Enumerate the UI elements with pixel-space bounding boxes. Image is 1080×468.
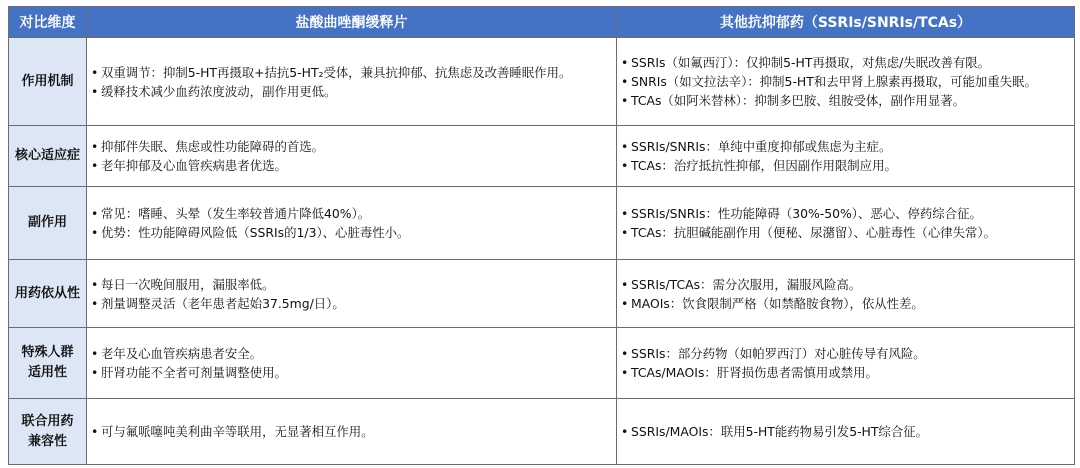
bullet-icon: • xyxy=(621,93,629,108)
bullet-icon: • xyxy=(621,158,629,173)
bullet-item xyxy=(621,91,1070,110)
bullet-text: 肝肾功能不全者可剂量调整使用。 xyxy=(101,365,287,380)
bullet-item xyxy=(91,204,612,223)
bullet-text: SSRIs/TCAs：需分次服用，漏服风险高。 xyxy=(631,276,862,292)
row-dimension-label xyxy=(9,399,87,465)
dimension-label-line: 适用性 xyxy=(27,365,67,380)
bullet-text: 缓释技术减少血药浓度波动，副作用更低。 xyxy=(101,83,337,99)
bullet-icon: • xyxy=(91,206,99,221)
others-cell xyxy=(617,399,1075,465)
bullet-text: TCAs（如阿米替林）：抑制多巴胺、组胺受体，副作用显著。 xyxy=(631,93,965,108)
others-cell xyxy=(617,126,1075,187)
bullet-item xyxy=(91,294,612,313)
bullet-item xyxy=(91,275,612,294)
bullet-text: 抑郁伴失眠、焦虑或性功能障碍的首选。 xyxy=(101,139,325,154)
trazodone-cell xyxy=(87,38,617,126)
table-row xyxy=(9,260,1075,328)
header-other-antidepressants: 其他抗抑郁药（SSRIs/SNRIs/TCAs） xyxy=(617,7,1075,38)
table-row xyxy=(9,38,1075,126)
bullet-item xyxy=(621,363,1070,382)
row-dimension-label xyxy=(9,260,87,328)
bullet-item xyxy=(621,294,1070,313)
bullet-text: MAOIs：饮食限制严格（如禁酪胺食物），依从性差。 xyxy=(631,295,924,311)
comparison-table-container xyxy=(8,6,1074,465)
header-trazodone: 盐酸曲唑酮缓释片 xyxy=(87,7,617,38)
bullet-item xyxy=(91,156,612,175)
bullet-item xyxy=(621,156,1070,175)
dimension-label-line: 用药依从性 xyxy=(14,285,80,301)
bullet-item xyxy=(621,422,1070,441)
bullet-icon: • xyxy=(621,424,629,439)
bullet-text: 老年抑郁及心血管疾病患者优选。 xyxy=(101,158,287,173)
comparison-table xyxy=(8,6,1075,465)
bullet-icon: • xyxy=(91,83,99,99)
trazodone-cell xyxy=(87,126,617,187)
row-dimension-label xyxy=(9,328,87,399)
dimension-label-line: 联合用药 xyxy=(21,413,74,429)
header-dimension: 对比维度 xyxy=(9,7,87,38)
bullet-item xyxy=(621,72,1070,91)
bullet-text: SSRIs：部分药物（如帕罗西汀）对心脏传导有风险。 xyxy=(631,346,926,361)
bullet-icon: • xyxy=(621,206,629,221)
bullet-icon: • xyxy=(621,225,629,240)
dimension-label-line: 核心适应症 xyxy=(14,148,80,163)
bullet-text: SSRIs（如氟西汀）：仅抑制5-HT再摄取，对焦虑/失眠改善有限。 xyxy=(631,55,991,70)
others-cell xyxy=(617,328,1075,399)
dimension-label-line: 作用机制 xyxy=(21,73,74,89)
bullet-item xyxy=(621,137,1070,156)
row-dimension-label xyxy=(9,38,87,126)
bullet-icon: • xyxy=(621,346,629,361)
table-header-row xyxy=(9,7,1075,38)
dimension-label-line: 副作用 xyxy=(27,215,67,230)
bullet-icon: • xyxy=(621,74,629,89)
bullet-icon: • xyxy=(91,225,99,240)
table-row xyxy=(9,187,1075,260)
bullet-text: 双重调节：抑制5-HT再摄取+拮抗5-HT₂受体，兼具抗抑郁、抗焦虑及改善睡眠作用。 xyxy=(101,64,572,80)
bullet-icon: • xyxy=(91,365,99,380)
row-dimension-label xyxy=(9,126,87,187)
bullet-icon: • xyxy=(621,276,629,292)
bullet-item xyxy=(621,275,1070,294)
bullet-icon: • xyxy=(621,365,629,380)
bullet-text: 可与氟哌噻吨美利曲辛等联用，无显著相互作用。 xyxy=(101,424,374,439)
bullet-item xyxy=(91,223,612,242)
bullet-item xyxy=(621,344,1070,363)
bullet-item xyxy=(91,363,612,382)
table-row xyxy=(9,328,1075,399)
bullet-text: SSRIs/MAOIs：联用5-HT能药物易引发5-HT综合征。 xyxy=(631,424,928,439)
others-cell xyxy=(617,260,1075,328)
bullet-icon: • xyxy=(91,295,99,311)
bullet-item xyxy=(621,204,1070,223)
bullet-item xyxy=(91,137,612,156)
dimension-label-line: 兼容性 xyxy=(27,433,67,449)
others-cell xyxy=(617,38,1075,126)
bullet-text: TCAs：治疗抵抗性抑郁，但因副作用限制应用。 xyxy=(631,158,897,173)
bullet-text: 老年及心血管疾病患者安全。 xyxy=(101,346,263,361)
bullet-item xyxy=(91,82,612,101)
bullet-text: SSRIs/SNRIs：单纯中重度抑郁或焦虑为主症。 xyxy=(631,139,892,154)
bullet-icon: • xyxy=(91,139,99,154)
bullet-icon: • xyxy=(91,64,99,80)
bullet-text: TCAs/MAOIs：肝肾损伤患者需慎用或禁用。 xyxy=(631,365,878,380)
bullet-text: TCAs：抗胆碱能副作用（便秘、尿潴留）、心脏毒性（心律失常）。 xyxy=(631,225,996,240)
bullet-icon: • xyxy=(621,139,629,154)
bullet-item xyxy=(91,344,612,363)
table-body xyxy=(9,38,1075,465)
table-row xyxy=(9,399,1075,465)
bullet-text: 每日一次晚间服用，漏服率低。 xyxy=(101,276,275,292)
bullet-icon: • xyxy=(91,424,99,439)
bullet-icon: • xyxy=(91,158,99,173)
bullet-icon: • xyxy=(621,295,629,311)
trazodone-cell xyxy=(87,187,617,260)
bullet-icon: • xyxy=(621,55,629,70)
dimension-label-line: 特殊人群 xyxy=(21,345,74,360)
trazodone-cell xyxy=(87,399,617,465)
bullet-item xyxy=(621,53,1070,72)
row-dimension-label xyxy=(9,187,87,260)
trazodone-cell xyxy=(87,328,617,399)
bullet-icon: • xyxy=(91,276,99,292)
others-cell xyxy=(617,187,1075,260)
bullet-text: 剂量调整灵活（老年患者起始37.5mg/日）。 xyxy=(101,295,345,311)
bullet-text: SSRIs/SNRIs：性功能障碍（30%-50%）、恶心、停药综合征。 xyxy=(631,206,982,221)
bullet-item xyxy=(91,422,612,441)
bullet-item xyxy=(91,63,612,82)
bullet-item xyxy=(621,223,1070,242)
table-row xyxy=(9,126,1075,187)
bullet-text: 优势：性功能障碍风险低（SSRIs的1/3）、心脏毒性小。 xyxy=(101,225,410,240)
bullet-icon: • xyxy=(91,346,99,361)
trazodone-cell xyxy=(87,260,617,328)
bullet-text: SNRIs（如文拉法辛）：抑制5-HT和去甲肾上腺素再摄取，可能加重失眠。 xyxy=(631,74,1037,89)
bullet-text: 常见：嗜睡、头晕（发生率较普通片降低40%）。 xyxy=(101,206,371,221)
